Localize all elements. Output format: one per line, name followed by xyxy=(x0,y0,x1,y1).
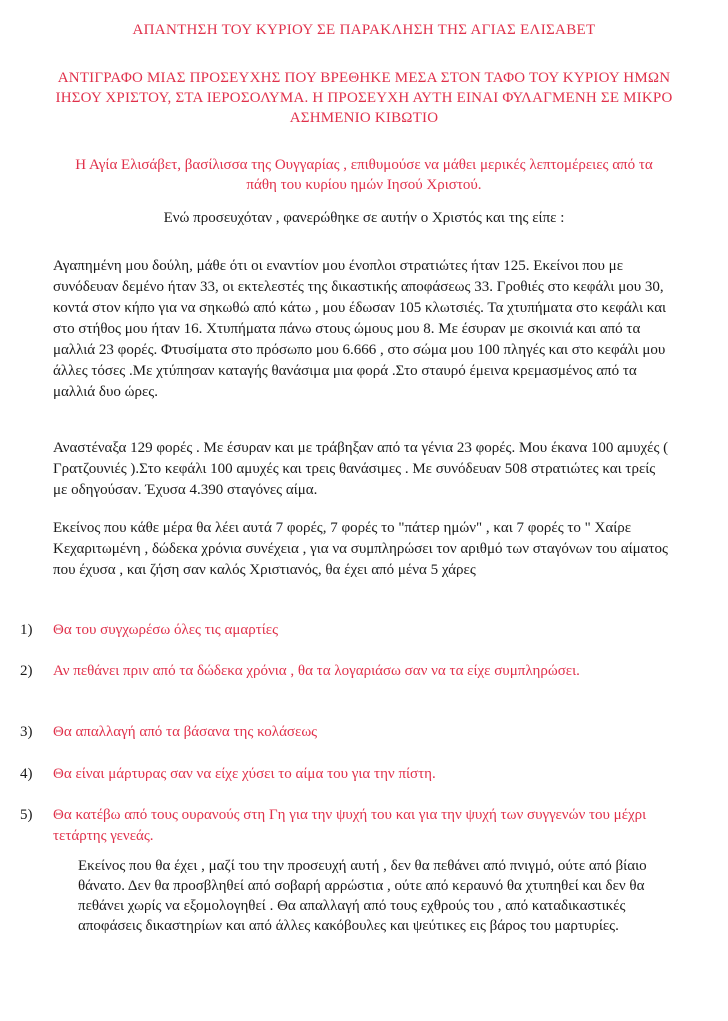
page-title: ΑΠΑΝΤΗΣΗ ΤΟΥ ΚΥΡΙΟΥ ΣΕ ΠΑΡΑΚΛΗΣΗ ΤΗΣ ΑΓΙΑΣ ΕΛΙΣΑΒΕΤ xyxy=(132,22,596,38)
list-number: 5) xyxy=(20,807,33,823)
list-number: 3) xyxy=(20,724,33,740)
lead-line: Ενώ προσευχόταν , φανερώθηκε σε αυτήν ο Χριστός και της είπε : xyxy=(163,210,565,226)
list-text: Αν πεθάνει πριν από τα δώδεκα χρόνια , θα τα λογαριάσω σαν να τα είχε συμπληρώσει. xyxy=(53,663,580,679)
body-paragraph-1: Αγαπημένη μου δούλη, μάθε ότι οι εναντίον μου ένοπλοι στρατιώτες ήταν 125. Εκείνοι που με συνόδευαν δεμένο ήταν 33, οι εκτελεστές της δικαστικής αποφάσεως 33. Γροθιές στο κεφάλι μου 30, κοντά στον κήπο για να σηκωθώ από κάτω , μου έδωσαν 105 κλωτσιές. Τα χτυπήματα στο κεφάλι και στο στήθος μου ήταν 16. Χτυπήματα πάνω στους ώμους μου 8. Με έσυραν με σκοινιά και από τα μαλλιά 23 φορές. Φτυσίματα στο πρόσωπο μου 6.666 , στο σώμα μου 100 πληγές και στο κεφάλι μου άλλες τόσες .Με χτύπησαν καταγής θανάσιμα μια φορά .Στο σταυρό έμεινα κρεμασμένος από τα μαλλιά δυο ώρες. xyxy=(53,258,667,400)
list-item xyxy=(20,620,680,641)
list-number: 2) xyxy=(20,663,33,679)
body-paragraph-3: Εκείνος που κάθε μέρα θα λέει αυτά 7 φορές, 7 φορές το "πάτερ ημών" , και 7 φορές το " Χαίρε Κεχαριτωμένη , δώδεκα χρόνια συνέχεια , για να συμπληρώσει τον αριθμό των σταγόνων του αίματος που έχυσα , και ζήση σαν καλός Χριστιανός, θα έχει από μένα 5 χάρες xyxy=(53,520,668,578)
list-item xyxy=(20,661,680,682)
list-text: Θα απαλλαγή από τα βάσανα της κολάσεως xyxy=(53,724,318,740)
subtitle: ΑΝΤΙΓΡΑΦΟ ΜΙΑΣ ΠΡΟΣΕΥΧΗΣ ΠΟΥ ΒΡΕΘΗΚΕ ΜΕΣΑ ΣΤΟΝ ΤΑΦΟ ΤΟΥ ΚΥΡΙΟΥ ΗΜΩΝ ΙΗΣΟΥ ΧΡΙΣΤΟΥ, ΣΤΑ ΙΕΡΟΣΟΛΥΜΑ. Η ΠΡΟΣΕΥΧΗ ΑΥΤΗ ΕΙΝΑΙ ΦΥΛΑΓΜΕΝΗ ΣΕ ΜΙΚΡΟ ΑΣΗΜΕΝΙΟ ΚΙΒΩΤΙΟ xyxy=(55,70,673,126)
closing-paragraph: Εκείνος που θα έχει , μαζί του την προσευχή αυτή , δεν θα πεθάνει από πνιγμό, ούτε από βίαιο θάνατο. Δεν θα προσβληθεί από σοβαρή αρρώστια , ούτε από κεραυνό θα χτυπηθεί και δεν θα πεθάνει χωρίς να εξομολογηθεί . Θα απαλλαγή από τους εχθρούς του , από καταδικαστικές αποφάσεις δικαστηρίων και από άλλες κακόβουλες και ψεύτικες εις βάρος του μαρτυρίες. xyxy=(78,858,647,934)
body-paragraph-2: Αναστέναξα 129 φορές . Με έσυραν και με τράβηξαν από τα γένια 23 φορές. Μου έκανα 100 αμυχές ( Γρατζουνιές ).Στο κεφάλι 100 αμυχές και τρεις θανάσιμες . Με συνόδευαν 508 στρατιώτες και τρείς με οδηγούσαν. Έχυσα 4.390 σταγόνες αίμα. xyxy=(53,440,669,498)
list-item xyxy=(20,722,680,743)
list-text: Θα κατέβω από τους ουρανούς στη Γη για την ψυχή του και για την ψυχή των συγγενών του μέχρι τετάρτης γενεάς. xyxy=(53,807,647,844)
intro-paragraph: Η Αγία Ελισάβετ, βασίλισσα της Ουγγαρίας , επιθυμούσε να μάθει μερικές λεπτομέρειες από τα πάθη του κυρίου ημών Ιησού Χριστού. xyxy=(75,157,653,193)
list-number: 1) xyxy=(20,622,33,638)
list-item xyxy=(20,764,680,785)
list-item xyxy=(20,805,680,847)
list-number: 4) xyxy=(20,766,33,782)
list-text: Θα είναι μάρτυρας σαν να είχε χύσει το αίμα του για την πίστη. xyxy=(53,766,436,782)
list-text: Θα του συγχωρέσω όλες τις αμαρτίες xyxy=(53,622,279,638)
